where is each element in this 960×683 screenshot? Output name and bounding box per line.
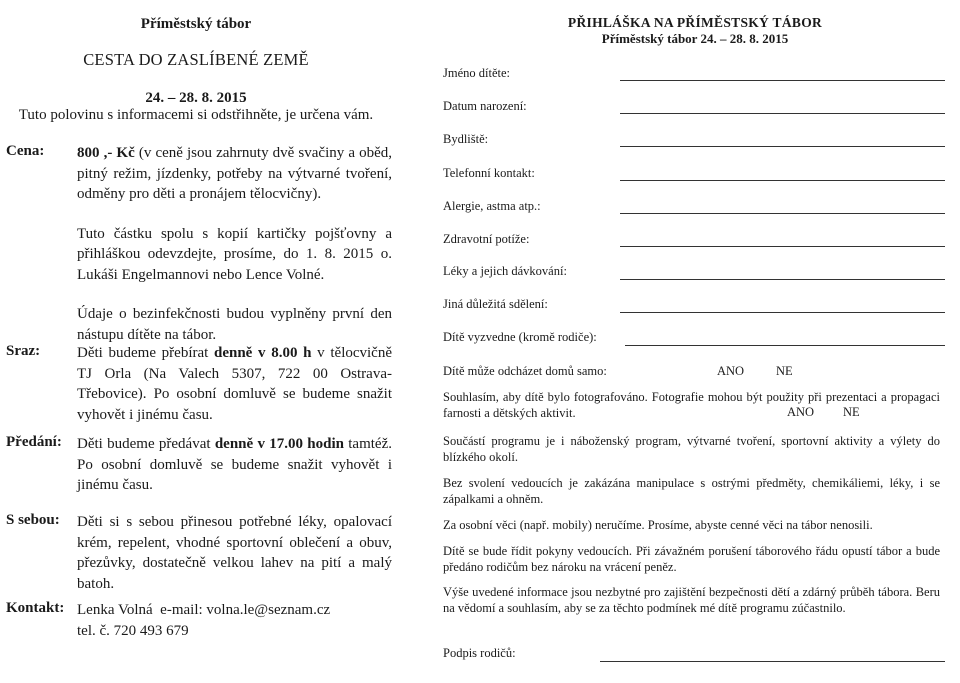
camp-dates: 24. – 28. 8. 2015 (145, 90, 247, 106)
price-text: 800 ,- Kč (v ceně jsou zahrnuty dvě svačiny a oběd, pitný režim, jízdenky, potřeby na výtvarné tvoření, odměny pro děti a pronájem tělocvičny). (77, 145, 392, 202)
bring-text: Děti si s sebou přinesou potřebné léky, opalovací krém, repelent, vhodné sportovní oblečení a obuv, přezůvky, dostatečně velkou lahev na pití a malý batoh. (77, 514, 392, 592)
camp-rules-note: Dítě se bude řídit pokyny vedoucích. Při závažném porušení táborového řádu opustí tábor a bude předáno rodičům bez nároku na vrácení peněz. (443, 544, 940, 574)
other-info-input[interactable] (620, 312, 945, 313)
contact-label: Kontakt: (6, 600, 65, 616)
photo-consent-yes-option[interactable]: ANO (787, 405, 815, 419)
health-info-note: Údaje o bezinfekčnosti budou vyplněny první den nástupu dítěte na tábor. (77, 306, 392, 343)
pickup-person-input[interactable] (625, 345, 945, 346)
signature-label: Podpis rodičů: (443, 646, 516, 660)
health-issues-input[interactable] (620, 246, 945, 247)
consent-statement: Výše uvedené informace jsou nezbytné pro zajištění bezpečnosti dětí a zdárný průběh tábora. Beru na vědomí a souhlasím, aby se za těchto podmínek mé dítě programu zúčastnilo. (443, 585, 940, 615)
info-title: Příměstský tábor (140, 16, 252, 32)
personal-items-note: Za osobní věci (např. mobily) neručíme. Prosíme, abyste cenné věci na tábor nenosili. (443, 518, 873, 532)
field-label-birth-date: Datum narození: (443, 99, 527, 113)
handover-text: Děti budeme předávat denně v 17.00 hodin tamtéž. Po osobní domluvě se budeme snažit vyhovět i jinému času. (77, 436, 392, 493)
price-amount: 800 ,- Kč (77, 145, 135, 161)
meet-label: Sraz: (6, 343, 41, 359)
photo-consent-no-option[interactable]: NE (843, 405, 860, 419)
contact-email-line: Lenka Volná e-mail: volna.le@seznam.cz (77, 602, 331, 618)
contact-section (77, 600, 392, 641)
child-name-input[interactable] (620, 80, 945, 81)
go-home-no-option[interactable]: NE (776, 364, 793, 378)
field-label-child-name: Jméno dítěte: (443, 66, 510, 80)
safety-rules: Bez svolení vedoucích je zakázána manipulace s ostrými předměty, chemikáliemi, léky, i se zápalkami a ohněm. (443, 476, 940, 506)
bring-section (77, 512, 392, 594)
allergies-input[interactable] (620, 213, 945, 214)
go-home-label: Dítě může odcházet domů samo: (443, 364, 607, 378)
meet-time: denně v 8.00 h (214, 345, 312, 361)
program-info: Součástí programu je i náboženský program, výtvarné tvoření, sportovní aktivity a výlety do blízkého okolí. (443, 434, 940, 464)
signature-input[interactable] (600, 661, 945, 662)
photo-consent-text: Souhlasím, aby dítě bylo fotografováno. Fotografie mohou být použity při prezentaci a propagaci farnosti a dětských aktivit. (443, 390, 940, 420)
handover-section (77, 434, 392, 496)
birth-date-input[interactable] (620, 113, 945, 114)
field-label-phone: Telefonní kontakt: (443, 166, 535, 180)
bring-label: S sebou: (6, 512, 60, 528)
address-input[interactable] (620, 146, 945, 147)
price-label: Cena: (6, 143, 45, 159)
field-label-medication: Léky a jejich dávkování: (443, 264, 567, 278)
field-label-pickup-person: Dítě vyzvedne (kromě rodiče): (443, 330, 597, 344)
go-home-yes-option[interactable]: ANO (717, 364, 745, 378)
contact-phone-line: tel. č. 720 493 679 (77, 622, 189, 639)
payment-instructions: Tuto částku spolu s kopií kartičky pojšťovny a přihláškou odevzdejte, prosíme, do 1. 8. 2015 o. Lukáši Engelmannovi nebo Lence Volné. (77, 225, 392, 283)
field-label-address: Bydliště: (443, 132, 489, 146)
handover-time: denně v 17.00 hodin (214, 436, 344, 452)
form-subtitle: Příměstský tábor 24. – 28. 8. 2015 (601, 31, 789, 46)
medication-input[interactable] (620, 279, 945, 280)
phone-input[interactable] (620, 180, 945, 181)
price-section (77, 143, 392, 345)
handover-label: Předání: (6, 434, 62, 450)
meet-section (77, 343, 392, 425)
camp-name: CESTA DO ZASLÍBENÉ ZEMĚ (83, 50, 309, 69)
meet-text: Děti budeme přebírat denně v 8.00 h v tělocvičně TJ Orla (Na Valech 5307, 722 00 Ostrava-Třebovice). Po osobní domluvě se budeme snažit vyhovět i jinému času. (77, 345, 393, 423)
field-label-health-issues: Zdravotní potíže: (443, 232, 530, 246)
field-label-other-info: Jiná důležitá sdělení: (443, 297, 548, 311)
field-label-allergies: Alergie, astma atp.: (443, 199, 541, 213)
cut-note: Tuto polovinu s informacemi si odstřihněte, je určena vám. (18, 107, 374, 123)
form-title: PŘIHLÁŠKA NA PŘÍMĚSTSKÝ TÁBOR (567, 15, 823, 30)
